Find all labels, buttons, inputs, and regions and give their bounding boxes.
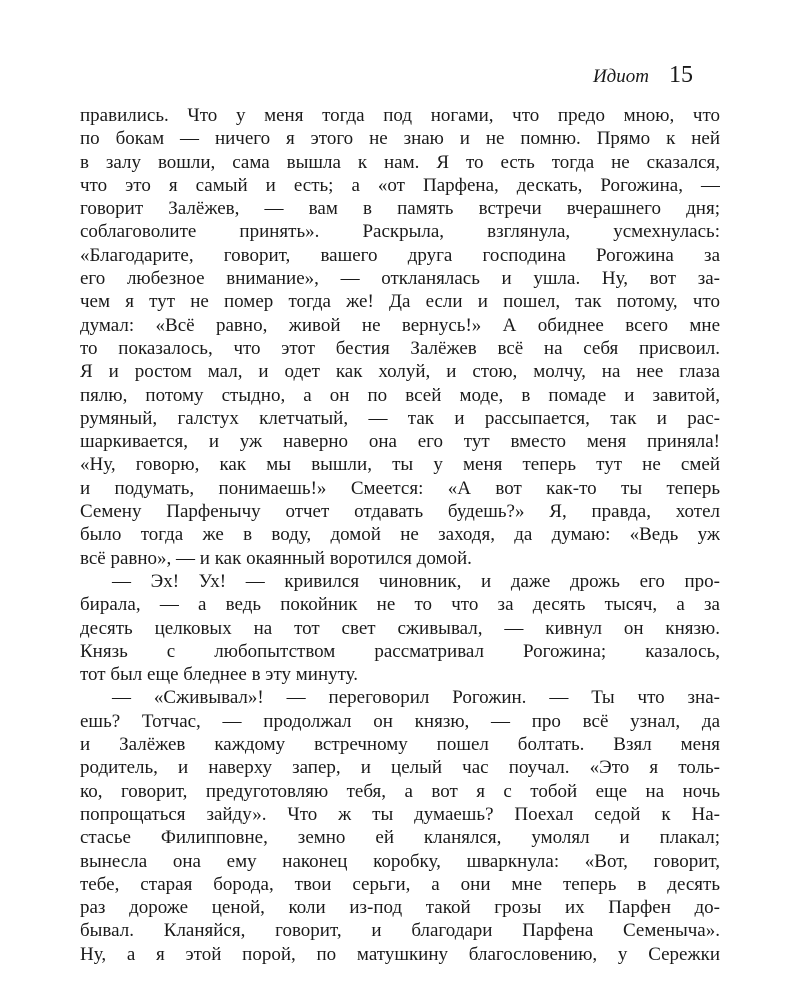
- text-line: «Благодарите, говорит, вашего друга господина Рогожина за: [80, 244, 720, 266]
- text-line: десять целковых на тот свет сживывал, — кивнул он князю.: [80, 617, 720, 639]
- text-line: думал: «Всё равно, живой не вернусь!» А обиднее всего мне: [80, 314, 720, 336]
- text-line: чем я тут не помер тогда же! Да если и пошел, так потому, что: [80, 291, 720, 313]
- text-line: соблаговолите принять». Раскрыла, взглянула, усмехнулась:: [80, 221, 720, 243]
- text-line: и подумать, понимаешь!» Смеется: «А вот как-то ты теперь: [80, 477, 720, 499]
- text-line: попрощаться зайду». Что ж ты думаешь? Поехал седой к На-: [80, 803, 720, 825]
- body-text: [80, 104, 720, 966]
- text-line: его любезное внимание», — откланялась и ушла. Ну, вот за-: [80, 268, 720, 290]
- page-number: 15: [669, 62, 693, 88]
- text-line: — «Сживывал»! — переговорил Рогожин. — Ты что зна-: [112, 687, 720, 709]
- text-line: в залу вошли, сама вышла к нам. Я то есть тогда не сказался,: [80, 151, 720, 173]
- text-line: «Ну, говорю, как мы вышли, ты у меня теперь тут не смей: [80, 454, 720, 476]
- text-line: по бокам — ничего я этого не знаю и не помню. Прямо к ней: [80, 128, 720, 150]
- text-line: тот был еще бледнее в эту минуту.: [80, 664, 359, 686]
- text-line: ко, говорит, предуготовляю тебя, а вот я с тобой еще на ночь: [80, 780, 720, 802]
- text-line: то показалось, что этот бестия Залёжев всё на себя присвоил.: [80, 337, 720, 359]
- text-line: и Залёжев каждому встречному пошел болтать. Взял меня: [80, 734, 720, 756]
- text-line: стасье Филипповне, земно ей кланялся, умолял и плакал;: [80, 827, 720, 849]
- text-line: вынесла она ему наконец коробку, шваркнула: «Вот, говорит,: [80, 850, 720, 872]
- text-line: Ну, а я этой порой, по матушкину благословению, у Сережки: [80, 943, 720, 965]
- text-line: шаркивается, и уж наверно она его тут вместо меня приняла!: [80, 431, 720, 453]
- text-line: Семену Парфенычу отчет отдавать будешь?» Я, правда, хотел: [80, 501, 720, 523]
- text-line: тебе, старая борода, твои серьги, а они мне теперь в десять: [80, 873, 720, 895]
- text-line: бывал. Кланяйся, говорит, и благодари Парфена Семеныча».: [80, 920, 720, 942]
- text-line: ешь? Тотчас, — продолжал он князю, — про всё узнал, да: [80, 710, 720, 732]
- text-line: всё равно», — и как окаянный воротился домой.: [80, 547, 472, 569]
- text-line: правились. Что у меня тогда под ногами, что предо мною, что: [80, 105, 720, 126]
- running-header: [593, 62, 693, 94]
- text-line: говорит Залёжев, — вам в память встречи вчерашнего дня;: [80, 198, 720, 220]
- text-line: что это я самый и есть; а «от Парфена, дескать, Рогожина, —: [80, 174, 720, 196]
- text-line: родитель, и наверху запер, и целый час поучал. «Это я толь-: [80, 757, 720, 779]
- text-line: раз дороже ценой, коли из-под такой грозы их Парфен до-: [80, 897, 720, 919]
- text-line: Князь с любопытством рассматривал Рогожина; казалось,: [80, 640, 720, 662]
- text-line: румяный, галстух клетчатый, — так и рассыпается, так и рас-: [80, 407, 720, 429]
- text-line: — Эх! Ух! — кривился чиновник, и даже дрожь его про-: [112, 570, 720, 592]
- text-line: Я и ростом мал, и одет как холуй, и стою, молчу, на нее глаза: [80, 361, 720, 383]
- text-line: бирала, — а ведь покойник не то что за десять тысяч, а за: [80, 594, 720, 616]
- text-line: пялю, потому стыдно, а он по всей моде, в помаде и завитой,: [80, 384, 720, 406]
- running-title: Идиот: [592, 66, 649, 87]
- text-line: было тогда же в воду, домой не заходя, да думаю: «Ведь уж: [80, 524, 720, 546]
